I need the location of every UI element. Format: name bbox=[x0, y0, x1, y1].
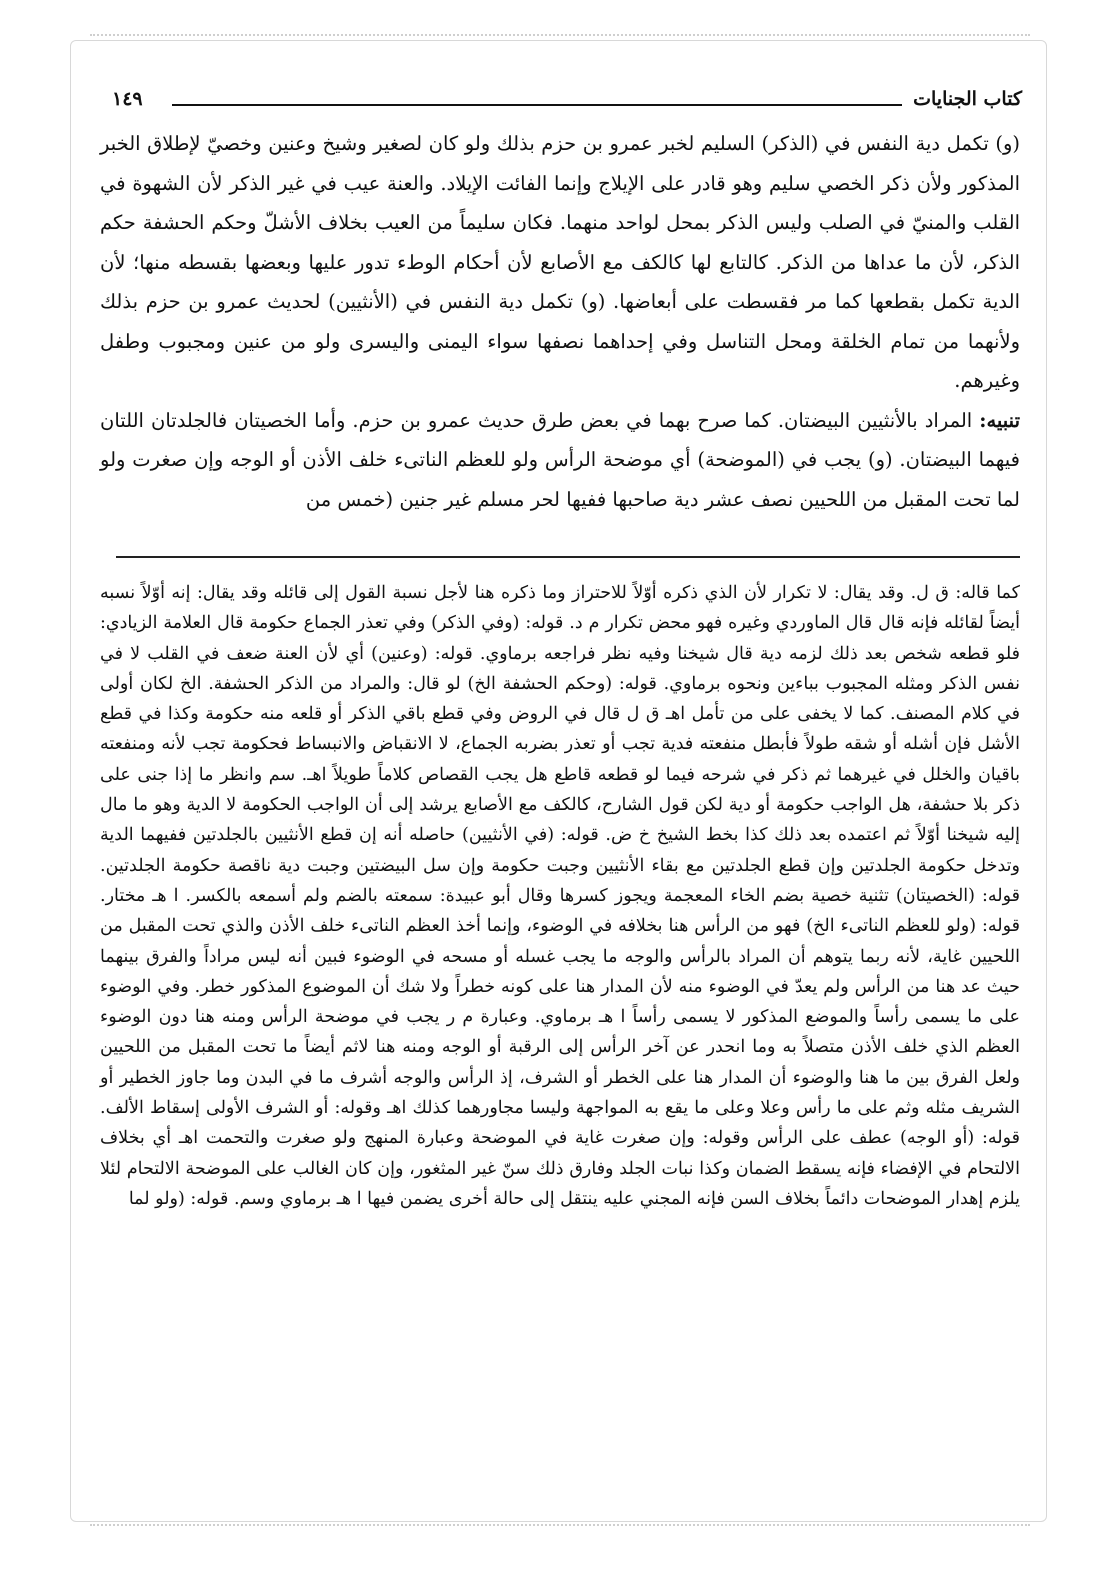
ornament-top bbox=[90, 34, 1030, 50]
footnote-paragraph: كما قاله: ق ل. وقد يقال: لا تكرار لأن الذي ذكره أوّلاً للاحتراز وما ذكره هنا لأجل نسبة القول إلى قائله وقد يقال: إنه أوّلاً نسبه أيضاً لقائله فإنه قال قال الماوردي وغيره فهو محض تكرار م د. قوله: (وفي الذكر) وفي تعذر الجماع حكومة قال العلامة الزيادي: فلو قطعه شخص بعد ذلك لزمه دية قال شيخنا وفيه نظر فراجعه برماوي. قوله: (وعنين) أي لأن العنة ضعف في القلب لا في نفس الذكر ومثله المجبوب بباءين ونحوه برماوي. قوله: (وحكم الحشفة الخ) لو قال: والمراد من الذكر الحشفة. الخ لكان أولى في كلام المصنف. كما لا يخفى على من تأمل اهـ ق ل قال في الروض وفي قطع باقي الذكر أو قلعه منه حكومة وكذا في قطع الأشل فإن أشله أو شقه طولاً فأبطل منفعته فدية تجب أو تعذر بضربه الجماع، لا الانقباض والانبساط فحكومة تجب لأنه ومنفعته باقيان والخلل في غيرهما ثم ذكر في شرحه فيما لو قطعه قاطع هل يجب القصاص كلاماً طويلاً اهـ. سم وانظر ما إذا جنى على ذكر بلا حشفة، هل الواجب حكومة أو دية لكن قول الشارح، كالكف مع الأصابع يرشد إلى أن الواجب الحكومة لا الدية وهو ما مال إليه شيخنا أوّلاً ثم اعتمده بعد ذلك كذا بخط الشيخ خ ض. قوله: (في الأنثيين) حاصله أنه إن قطع الأنثيين بالجلدتين ففيهما الدية وتدخل حكومة الجلدتين وإن قطع الجلدتين مع بقاء الأنثيين وجبت حكومة وإن سل البيضتين وجبت دية ناقصة حكومة الجلدتين. قوله: (الخصيتان) تثنية خصية بضم الخاء المعجمة ويجوز كسرها وقال أبو عبيدة: سمعته بالضم ولم أسمعه بالكسر. ا هـ مختار. قوله: (ولو للعظم الناتىء الخ) فهو من الرأس هنا بخلافه في الوضوء، وإنما أخذ العظم الناتىء خلف الأذن والذي تحت المقبل من اللحيين غاية، لأنه ربما يتوهم أن المراد بالرأس والوجه ما يجب غسله أو مسحه في الوضوء فبين أنه ليس مراداً والفرق بينهما حيث عد هنا من الرأس ولم يعدّ في الوضوء منه لأن المدار هنا على كونه خطراً ولا شك أن الموضوع المذكور خطر. وفي الوضوء على ما يسمى رأساً والموضع المذكور لا يسمى رأساً ا هـ برماوي. وعبارة م ر يجب في موضحة الرأس ومنه هنا دون الوضوء العظم الذي خلف الأذن متصلاً به وما انحدر عن آخر الرأس إلى الرقبة أو الوجه ومنه هنا لاثم أيضاً ما تحت المقبل من اللحيين ولعل الفرق بين ما هنا والوضوء أن المدار هنا على الخطر أو الشرف، إذ الرأس والوجه أشرف ما في البدن وما جاوز الخطير أو الشريف مثله وثم على ما رأس وعلا وعلى ما يقع به المواجهة وليسا مجاورهما كذلك اهـ وقوله: أو الشرف الأولى إسقاط الألف. قوله: (أو الوجه) عطف على الرأس وقوله: وإن صغرت غاية في الموضحة وعبارة المنهج ولو صغرت والتحمت اهـ أي بخلاف الالتحام في الإفضاء فإنه يسقط الضمان وكذا نبات الجلد وفارق ذلك سنّ غير المثغور، وإن كان الغالب على الموضحة الالتحام لئلا يلزم إهدار الموضحات دائماً بخلاف السن فإنه المجني عليه ينتقل إلى حالة أخرى يضمن فيها ا هـ برماوي وسم. قوله: (ولو لما bbox=[100, 583, 1021, 1209]
footnote-divider bbox=[116, 556, 1020, 558]
main-paragraph bbox=[100, 124, 1020, 401]
main-text bbox=[100, 124, 1020, 554]
header-rule bbox=[172, 104, 902, 106]
note-paragraph bbox=[100, 401, 1020, 520]
page-number: ١٤٩ bbox=[112, 88, 143, 110]
footnotes bbox=[100, 578, 1020, 1478]
running-header bbox=[112, 88, 1022, 118]
note-label: تنبيه: bbox=[979, 408, 1020, 432]
ornament-bottom bbox=[90, 1510, 1030, 1526]
main-paragraph-text: (و) تكمل دية النفس في (الذكر) السليم لخبر عمرو بن حزم بذلك ولو كان لصغير وشيخ وعنين وخصيّ لإطلاق الخبر المذكور ولأن ذكر الخصي سليم وهو قادر على الإيلاج وإنما الفائت الإيلاد. والعنة عيب في غير الذكر لأن الشهوة في القلب والمنيّ في الصلب وليس الذكر بمحل لواحد منهما. فكان سليماً من العيب بخلاف الأشلّ وحكم الحشفة حكم الذكر، لأن ما عداها من الذكر. كالتابع لها كالكف مع الأصابع لأن أحكام الوطء تدور عليها وبعضها بقسطه منها؛ لأن الدية تكمل بقطعها كما مر فقسطت على أبعاضها. (و) تكمل دية النفس في (الأنثيين) لحديث عمرو بن حزم بذلك ولأنهما من تمام الخلقة ومحل التناسل وفي إحداهما نصفها سواء اليمنى واليسرى ولو من عنين ومجبوب وطفل وغيرهم. bbox=[100, 132, 1020, 392]
note-paragraph-text: المراد بالأنثيين البيضتان. كما صرح بهما في بعض طرق حديث عمرو بن حزم. وأما الخصيتان فالجلدتان اللتان فيهما البيضتان. (و) يجب في (الموضحة) أي موضحة الرأس ولو للعظم الناتىء خلف الأذن أو الوجه وإن صغرت ولو لما تحت المقبل من اللحيين نصف عشر دية صاحبها ففيها لحر مسلم غير جنين (خمس من bbox=[100, 408, 1020, 511]
chapter-title: كتاب الجنايات bbox=[913, 88, 1022, 110]
